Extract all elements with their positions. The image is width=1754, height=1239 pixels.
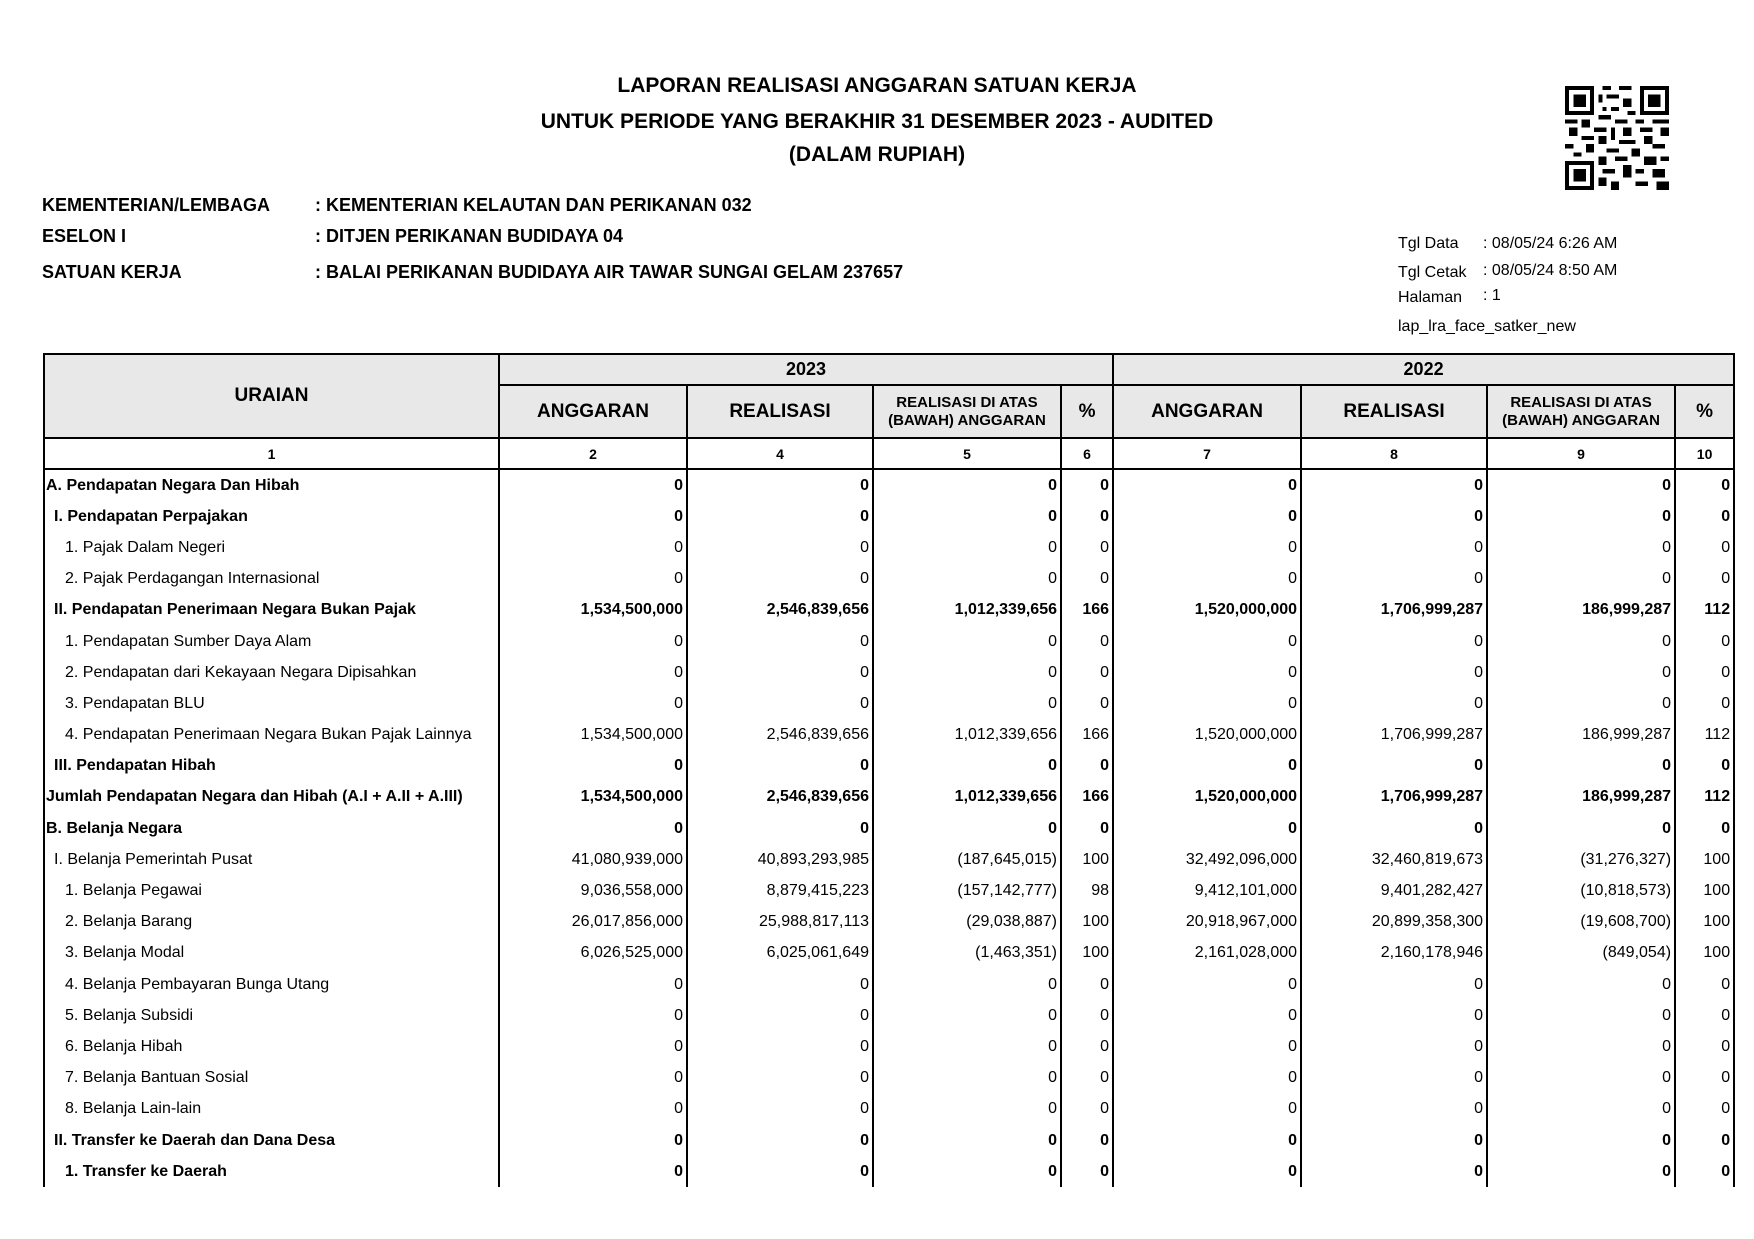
selisih-2023-cell: 0 bbox=[873, 1156, 1061, 1187]
anggaran-2023-cell: 0 bbox=[499, 469, 687, 501]
realisasi-2022-cell: 0 bbox=[1301, 1031, 1487, 1062]
realisasi-2023-cell: 0 bbox=[687, 1031, 873, 1062]
table-row bbox=[44, 1031, 1734, 1062]
selisih-2023-header bbox=[873, 385, 1061, 438]
selisih-2022-cell: (849,054) bbox=[1487, 938, 1675, 969]
row-label: 1. Pendapatan Sumber Daya Alam bbox=[44, 626, 499, 657]
selisih-2023-cell: 0 bbox=[873, 1000, 1061, 1031]
row-label: 1. Pajak Dalam Negeri bbox=[44, 532, 499, 563]
selisih-2023-cell: 0 bbox=[873, 501, 1061, 532]
anggaran-2023-cell: 0 bbox=[499, 1156, 687, 1187]
anggaran-2022-cell: 0 bbox=[1113, 469, 1301, 501]
table-row bbox=[44, 782, 1734, 813]
col-number: 5 bbox=[873, 438, 1061, 469]
realisasi-2022-cell: 0 bbox=[1301, 626, 1487, 657]
realisasi-2023-cell: 2,546,839,656 bbox=[687, 595, 873, 626]
col-number: 1 bbox=[44, 438, 499, 469]
realisasi-2023-header: REALISASI bbox=[687, 385, 873, 438]
persen-2022-cell: 0 bbox=[1675, 1031, 1734, 1062]
selisih-2022-cell: 186,999,287 bbox=[1487, 595, 1675, 626]
anggaran-2022-cell: 0 bbox=[1113, 501, 1301, 532]
persen-2022-cell: 0 bbox=[1675, 813, 1734, 844]
halaman-value: : 1 bbox=[1483, 287, 1501, 304]
table-row bbox=[44, 595, 1734, 626]
report-period: UNTUK PERIODE YANG BERAKHIR 31 DESEMBER 2023 - AUDITED bbox=[540, 110, 1214, 133]
tgl-cetak-value: : 08/05/24 8:50 AM bbox=[1483, 262, 1618, 279]
row-label: 3. Belanja Modal bbox=[44, 938, 499, 969]
realisasi-2023-cell: 0 bbox=[687, 657, 873, 688]
selisih-2022-cell: (19,608,700) bbox=[1487, 907, 1675, 938]
realisasi-2023-cell: 8,879,415,223 bbox=[687, 875, 873, 906]
selisih-2022-header bbox=[1487, 385, 1675, 438]
anggaran-2023-cell: 6,026,525,000 bbox=[499, 938, 687, 969]
selisih-2023-cell: 1,012,339,656 bbox=[873, 595, 1061, 626]
anggaran-2023-cell: 0 bbox=[499, 564, 687, 595]
anggaran-2022-cell: 0 bbox=[1113, 1063, 1301, 1094]
anggaran-2022-cell: 0 bbox=[1113, 751, 1301, 782]
persen-2022-cell: 0 bbox=[1675, 469, 1734, 501]
persen-2022-cell: 0 bbox=[1675, 1125, 1734, 1156]
anggaran-2023-cell: 0 bbox=[499, 813, 687, 844]
row-label: 2. Pendapatan dari Kekayaan Negara Dipisahkan bbox=[44, 657, 499, 688]
table-row bbox=[44, 1094, 1734, 1125]
col-number: 2 bbox=[499, 438, 687, 469]
persen-2023-cell: 0 bbox=[1061, 1156, 1113, 1187]
persen-2023-header: % bbox=[1061, 385, 1113, 438]
col-number: 4 bbox=[687, 438, 873, 469]
selisih-2023-cell: 0 bbox=[873, 751, 1061, 782]
anggaran-2022-cell: 0 bbox=[1113, 1156, 1301, 1187]
satker-label: SATUAN KERJA bbox=[42, 262, 182, 282]
persen-2022-cell: 100 bbox=[1675, 875, 1734, 906]
selisih-2022-cell: 0 bbox=[1487, 1063, 1675, 1094]
realisasi-2022-cell: 9,401,282,427 bbox=[1301, 875, 1487, 906]
anggaran-2023-cell: 0 bbox=[499, 1125, 687, 1156]
col-number: 6 bbox=[1061, 438, 1113, 469]
table-row bbox=[44, 688, 1734, 719]
persen-2022-cell: 0 bbox=[1675, 1000, 1734, 1031]
row-label: 8. Belanja Lain-lain bbox=[44, 1094, 499, 1125]
table-row bbox=[44, 501, 1734, 532]
anggaran-2023-cell: 9,036,558,000 bbox=[499, 875, 687, 906]
persen-2023-cell: 0 bbox=[1061, 501, 1113, 532]
year-current-header: 2023 bbox=[499, 354, 1113, 385]
anggaran-2023-cell: 1,534,500,000 bbox=[499, 595, 687, 626]
selisih-2023-cell: 0 bbox=[873, 1125, 1061, 1156]
anggaran-2023-cell: 0 bbox=[499, 1031, 687, 1062]
tgl-data-label: Tgl Data bbox=[1398, 235, 1459, 252]
table-row bbox=[44, 875, 1734, 906]
anggaran-2022-cell: 0 bbox=[1113, 1125, 1301, 1156]
row-label: II. Transfer ke Daerah dan Dana Desa bbox=[44, 1125, 499, 1156]
anggaran-2022-cell: 2,161,028,000 bbox=[1113, 938, 1301, 969]
realisasi-2022-cell: 1,706,999,287 bbox=[1301, 720, 1487, 751]
table-row bbox=[44, 844, 1734, 875]
tgl-data-value: : 08/05/24 6:26 AM bbox=[1483, 235, 1618, 252]
row-label: 4. Belanja Pembayaran Bunga Utang bbox=[44, 969, 499, 1000]
persen-2022-cell: 112 bbox=[1675, 720, 1734, 751]
selisih-header-line2: (BAWAH) ANGGARAN bbox=[1502, 411, 1660, 429]
realisasi-2023-cell: 0 bbox=[687, 813, 873, 844]
selisih-2022-cell: 0 bbox=[1487, 1000, 1675, 1031]
realisasi-2023-cell: 0 bbox=[687, 532, 873, 563]
row-label: 5. Belanja Subsidi bbox=[44, 1000, 499, 1031]
selisih-2023-cell: 0 bbox=[873, 1063, 1061, 1094]
report-currency: (DALAM RUPIAH) bbox=[788, 143, 966, 166]
anggaran-2022-cell: 1,520,000,000 bbox=[1113, 595, 1301, 626]
persen-2023-cell: 0 bbox=[1061, 1000, 1113, 1031]
realisasi-2022-cell: 0 bbox=[1301, 1125, 1487, 1156]
selisih-2022-cell: 0 bbox=[1487, 688, 1675, 719]
anggaran-2022-cell: 0 bbox=[1113, 969, 1301, 1000]
anggaran-2023-header: ANGGARAN bbox=[499, 385, 687, 438]
col-number: 9 bbox=[1487, 438, 1675, 469]
realisasi-2023-cell: 0 bbox=[687, 501, 873, 532]
eselon-label: ESELON I bbox=[42, 226, 127, 246]
anggaran-2023-cell: 41,080,939,000 bbox=[499, 844, 687, 875]
realisasi-2022-cell: 2,160,178,946 bbox=[1301, 938, 1487, 969]
uraian-header: URAIAN bbox=[44, 354, 499, 438]
persen-2023-cell: 100 bbox=[1061, 907, 1113, 938]
anggaran-2022-cell: 0 bbox=[1113, 813, 1301, 844]
persen-2022-cell: 0 bbox=[1675, 1156, 1734, 1187]
persen-2022-cell: 0 bbox=[1675, 626, 1734, 657]
anggaran-2023-cell: 0 bbox=[499, 688, 687, 719]
row-label: I. Belanja Pemerintah Pusat bbox=[44, 844, 499, 875]
anggaran-2023-cell: 0 bbox=[499, 1063, 687, 1094]
selisih-2022-cell: 0 bbox=[1487, 626, 1675, 657]
selisih-2022-cell: 0 bbox=[1487, 1125, 1675, 1156]
anggaran-2023-cell: 1,534,500,000 bbox=[499, 720, 687, 751]
report-title: LAPORAN REALISASI ANGGARAN SATUAN KERJA bbox=[617, 74, 1137, 97]
persen-2023-cell: 0 bbox=[1061, 969, 1113, 1000]
kementerian-label: KEMENTERIAN/LEMBAGA bbox=[42, 195, 270, 215]
row-label: 7. Belanja Bantuan Sosial bbox=[44, 1063, 499, 1094]
selisih-2022-cell: 0 bbox=[1487, 501, 1675, 532]
eselon-value: : DITJEN PERIKANAN BUDIDAYA 04 bbox=[315, 226, 624, 246]
realisasi-2022-cell: 0 bbox=[1301, 813, 1487, 844]
persen-2022-cell: 0 bbox=[1675, 564, 1734, 595]
realisasi-2023-cell: 2,546,839,656 bbox=[687, 720, 873, 751]
col-number: 8 bbox=[1301, 438, 1487, 469]
selisih-2022-cell: 0 bbox=[1487, 564, 1675, 595]
row-label: 2. Belanja Barang bbox=[44, 907, 499, 938]
realisasi-2022-cell: 0 bbox=[1301, 564, 1487, 595]
anggaran-2023-cell: 26,017,856,000 bbox=[499, 907, 687, 938]
qr-code-icon bbox=[1565, 86, 1669, 190]
realisasi-2022-cell: 0 bbox=[1301, 1094, 1487, 1125]
anggaran-2022-cell: 0 bbox=[1113, 564, 1301, 595]
realisasi-2023-cell: 0 bbox=[687, 564, 873, 595]
table-row bbox=[44, 907, 1734, 938]
anggaran-2022-cell: 0 bbox=[1113, 1094, 1301, 1125]
selisih-2022-cell: 0 bbox=[1487, 1094, 1675, 1125]
realisasi-2023-cell: 0 bbox=[687, 1156, 873, 1187]
persen-2022-cell: 100 bbox=[1675, 938, 1734, 969]
anggaran-2023-cell: 0 bbox=[499, 1000, 687, 1031]
persen-2023-cell: 98 bbox=[1061, 875, 1113, 906]
realisasi-2022-cell: 0 bbox=[1301, 969, 1487, 1000]
persen-2023-cell: 100 bbox=[1061, 844, 1113, 875]
persen-2022-cell: 112 bbox=[1675, 782, 1734, 813]
anggaran-2022-cell: 0 bbox=[1113, 532, 1301, 563]
row-label: 1. Transfer ke Daerah bbox=[44, 1156, 499, 1187]
persen-2023-cell: 0 bbox=[1061, 626, 1113, 657]
table-row bbox=[44, 969, 1734, 1000]
selisih-header-line2: (BAWAH) ANGGARAN bbox=[888, 411, 1046, 429]
realisasi-2022-header: REALISASI bbox=[1301, 385, 1487, 438]
selisih-header-line1: REALISASI DI ATAS bbox=[896, 393, 1038, 411]
persen-2022-cell: 0 bbox=[1675, 1063, 1734, 1094]
persen-2023-cell: 0 bbox=[1061, 751, 1113, 782]
selisih-2022-cell: 186,999,287 bbox=[1487, 782, 1675, 813]
table-row bbox=[44, 720, 1734, 751]
realisasi-2023-cell: 40,893,293,985 bbox=[687, 844, 873, 875]
anggaran-2022-header: ANGGARAN bbox=[1113, 385, 1301, 438]
selisih-2022-cell: 0 bbox=[1487, 751, 1675, 782]
selisih-2022-cell: 0 bbox=[1487, 657, 1675, 688]
selisih-2023-cell: 0 bbox=[873, 657, 1061, 688]
row-label: I. Pendapatan Perpajakan bbox=[44, 501, 499, 532]
persen-2023-cell: 0 bbox=[1061, 1031, 1113, 1062]
realisasi-2022-cell: 32,460,819,673 bbox=[1301, 844, 1487, 875]
table-row bbox=[44, 938, 1734, 969]
row-label: 1. Belanja Pegawai bbox=[44, 875, 499, 906]
persen-2023-cell: 0 bbox=[1061, 657, 1113, 688]
persen-2022-cell: 100 bbox=[1675, 907, 1734, 938]
anggaran-2022-cell: 0 bbox=[1113, 1000, 1301, 1031]
anggaran-2022-cell: 1,520,000,000 bbox=[1113, 782, 1301, 813]
anggaran-2022-cell: 32,492,096,000 bbox=[1113, 844, 1301, 875]
realisasi-2023-cell: 25,988,817,113 bbox=[687, 907, 873, 938]
realisasi-2023-cell: 0 bbox=[687, 969, 873, 1000]
selisih-2023-cell: (29,038,887) bbox=[873, 907, 1061, 938]
persen-2023-cell: 0 bbox=[1061, 688, 1113, 719]
persen-2022-cell: 100 bbox=[1675, 844, 1734, 875]
selisih-2023-cell: 1,012,339,656 bbox=[873, 720, 1061, 751]
realisasi-2022-cell: 1,706,999,287 bbox=[1301, 595, 1487, 626]
selisih-2022-cell: 0 bbox=[1487, 969, 1675, 1000]
selisih-2023-cell: 0 bbox=[873, 532, 1061, 563]
realisasi-2022-cell: 0 bbox=[1301, 1000, 1487, 1031]
selisih-header-line1: REALISASI DI ATAS bbox=[1510, 393, 1652, 411]
halaman-label: Halaman bbox=[1398, 289, 1463, 306]
table-row bbox=[44, 1156, 1734, 1187]
table-row bbox=[44, 1063, 1734, 1094]
row-label: Jumlah Pendapatan Negara dan Hibah (A.I + A.II + A.III) bbox=[44, 782, 499, 813]
selisih-2023-cell: 0 bbox=[873, 1031, 1061, 1062]
selisih-2023-cell: (157,142,777) bbox=[873, 875, 1061, 906]
year-previous-header: 2022 bbox=[1113, 354, 1734, 385]
selisih-2023-cell: 1,012,339,656 bbox=[873, 782, 1061, 813]
selisih-2022-cell: 186,999,287 bbox=[1487, 720, 1675, 751]
report-code: lap_lra_face_satker_new bbox=[1398, 318, 1576, 335]
selisih-2023-cell: 0 bbox=[873, 469, 1061, 501]
anggaran-2022-cell: 9,412,101,000 bbox=[1113, 875, 1301, 906]
persen-2023-cell: 0 bbox=[1061, 1063, 1113, 1094]
realisasi-2023-cell: 0 bbox=[687, 1094, 873, 1125]
realisasi-2022-cell: 0 bbox=[1301, 501, 1487, 532]
persen-2023-cell: 0 bbox=[1061, 469, 1113, 501]
anggaran-2023-cell: 0 bbox=[499, 969, 687, 1000]
selisih-2022-cell: 0 bbox=[1487, 532, 1675, 563]
row-label: 6. Belanja Hibah bbox=[44, 1031, 499, 1062]
persen-2022-cell: 0 bbox=[1675, 1094, 1734, 1125]
row-label: 3. Pendapatan BLU bbox=[44, 688, 499, 719]
col-number: 7 bbox=[1113, 438, 1301, 469]
persen-2022-cell: 0 bbox=[1675, 532, 1734, 563]
anggaran-2022-cell: 0 bbox=[1113, 657, 1301, 688]
realisasi-2022-cell: 1,706,999,287 bbox=[1301, 782, 1487, 813]
persen-2022-cell: 0 bbox=[1675, 501, 1734, 532]
persen-2023-cell: 166 bbox=[1061, 595, 1113, 626]
anggaran-2022-cell: 0 bbox=[1113, 626, 1301, 657]
realisasi-2022-cell: 0 bbox=[1301, 469, 1487, 501]
selisih-2022-cell: 0 bbox=[1487, 469, 1675, 501]
row-label: B. Belanja Negara bbox=[44, 813, 499, 844]
table-row bbox=[44, 1000, 1734, 1031]
realisasi-2022-cell: 0 bbox=[1301, 1063, 1487, 1094]
realisasi-2022-cell: 20,899,358,300 bbox=[1301, 907, 1487, 938]
realisasi-2022-cell: 0 bbox=[1301, 688, 1487, 719]
kementerian-value: : KEMENTERIAN KELAUTAN DAN PERIKANAN 032 bbox=[315, 195, 752, 215]
anggaran-2023-cell: 0 bbox=[499, 657, 687, 688]
table-row bbox=[44, 626, 1734, 657]
anggaran-2023-cell: 0 bbox=[499, 501, 687, 532]
anggaran-2023-cell: 0 bbox=[499, 532, 687, 563]
realisasi-2023-cell: 6,025,061,649 bbox=[687, 938, 873, 969]
persen-2023-cell: 166 bbox=[1061, 782, 1113, 813]
table-row bbox=[44, 1125, 1734, 1156]
selisih-2022-cell: 0 bbox=[1487, 1156, 1675, 1187]
persen-2022-cell: 0 bbox=[1675, 969, 1734, 1000]
persen-2022-cell: 0 bbox=[1675, 657, 1734, 688]
selisih-2022-cell: 0 bbox=[1487, 1031, 1675, 1062]
anggaran-2022-cell: 1,520,000,000 bbox=[1113, 720, 1301, 751]
row-label: II. Pendapatan Penerimaan Negara Bukan Pajak bbox=[44, 595, 499, 626]
persen-2023-cell: 0 bbox=[1061, 564, 1113, 595]
row-label: A. Pendapatan Negara Dan Hibah bbox=[44, 469, 499, 501]
selisih-2023-cell: 0 bbox=[873, 626, 1061, 657]
anggaran-2023-cell: 0 bbox=[499, 626, 687, 657]
persen-2022-cell: 112 bbox=[1675, 595, 1734, 626]
selisih-2022-cell: 0 bbox=[1487, 813, 1675, 844]
table-row bbox=[44, 657, 1734, 688]
selisih-2023-cell: 0 bbox=[873, 1094, 1061, 1125]
anggaran-2023-cell: 0 bbox=[499, 1094, 687, 1125]
anggaran-2023-cell: 0 bbox=[499, 751, 687, 782]
realisasi-2022-cell: 0 bbox=[1301, 751, 1487, 782]
table-row bbox=[44, 751, 1734, 782]
realisasi-2023-cell: 0 bbox=[687, 1063, 873, 1094]
anggaran-2022-cell: 0 bbox=[1113, 1031, 1301, 1062]
selisih-2022-cell: (10,818,573) bbox=[1487, 875, 1675, 906]
realisasi-2023-cell: 0 bbox=[687, 626, 873, 657]
persen-2022-cell: 0 bbox=[1675, 688, 1734, 719]
col-number: 10 bbox=[1675, 438, 1734, 469]
table-body bbox=[44, 469, 1734, 1187]
persen-2022-header: % bbox=[1675, 385, 1734, 438]
realisasi-2023-cell: 0 bbox=[687, 469, 873, 501]
realisasi-2023-cell: 2,546,839,656 bbox=[687, 782, 873, 813]
tgl-cetak-label: Tgl Cetak bbox=[1398, 264, 1467, 281]
realisasi-2023-cell: 0 bbox=[687, 751, 873, 782]
persen-2023-cell: 0 bbox=[1061, 813, 1113, 844]
selisih-2023-cell: 0 bbox=[873, 969, 1061, 1000]
table-row bbox=[44, 813, 1734, 844]
row-label: 4. Pendapatan Penerimaan Negara Bukan Pajak Lainnya bbox=[44, 720, 499, 751]
selisih-2023-cell: 0 bbox=[873, 813, 1061, 844]
persen-2023-cell: 0 bbox=[1061, 1094, 1113, 1125]
realisasi-2023-cell: 0 bbox=[687, 1000, 873, 1031]
persen-2022-cell: 0 bbox=[1675, 751, 1734, 782]
anggaran-2022-cell: 0 bbox=[1113, 688, 1301, 719]
row-label: 2. Pajak Perdagangan Internasional bbox=[44, 564, 499, 595]
selisih-2022-cell: (31,276,327) bbox=[1487, 844, 1675, 875]
selisih-2023-cell: (1,463,351) bbox=[873, 938, 1061, 969]
persen-2023-cell: 0 bbox=[1061, 532, 1113, 563]
realisasi-2023-cell: 0 bbox=[687, 1125, 873, 1156]
table-row bbox=[44, 532, 1734, 563]
selisih-2023-cell: 0 bbox=[873, 688, 1061, 719]
selisih-2023-cell: (187,645,015) bbox=[873, 844, 1061, 875]
realisasi-2022-cell: 0 bbox=[1301, 532, 1487, 563]
anggaran-2022-cell: 20,918,967,000 bbox=[1113, 907, 1301, 938]
persen-2023-cell: 166 bbox=[1061, 720, 1113, 751]
realisasi-2022-cell: 0 bbox=[1301, 1156, 1487, 1187]
persen-2023-cell: 100 bbox=[1061, 938, 1113, 969]
anggaran-2023-cell: 1,534,500,000 bbox=[499, 782, 687, 813]
persen-2023-cell: 0 bbox=[1061, 1125, 1113, 1156]
realisasi-2022-cell: 0 bbox=[1301, 657, 1487, 688]
realisasi-2023-cell: 0 bbox=[687, 688, 873, 719]
satker-value: : BALAI PERIKANAN BUDIDAYA AIR TAWAR SUNGAI GELAM 237657 bbox=[315, 262, 904, 282]
table-row bbox=[44, 564, 1734, 595]
selisih-2023-cell: 0 bbox=[873, 564, 1061, 595]
table-row bbox=[44, 469, 1734, 501]
row-label: III. Pendapatan Hibah bbox=[44, 751, 499, 782]
realisasi-anggaran-table bbox=[43, 353, 1735, 1187]
